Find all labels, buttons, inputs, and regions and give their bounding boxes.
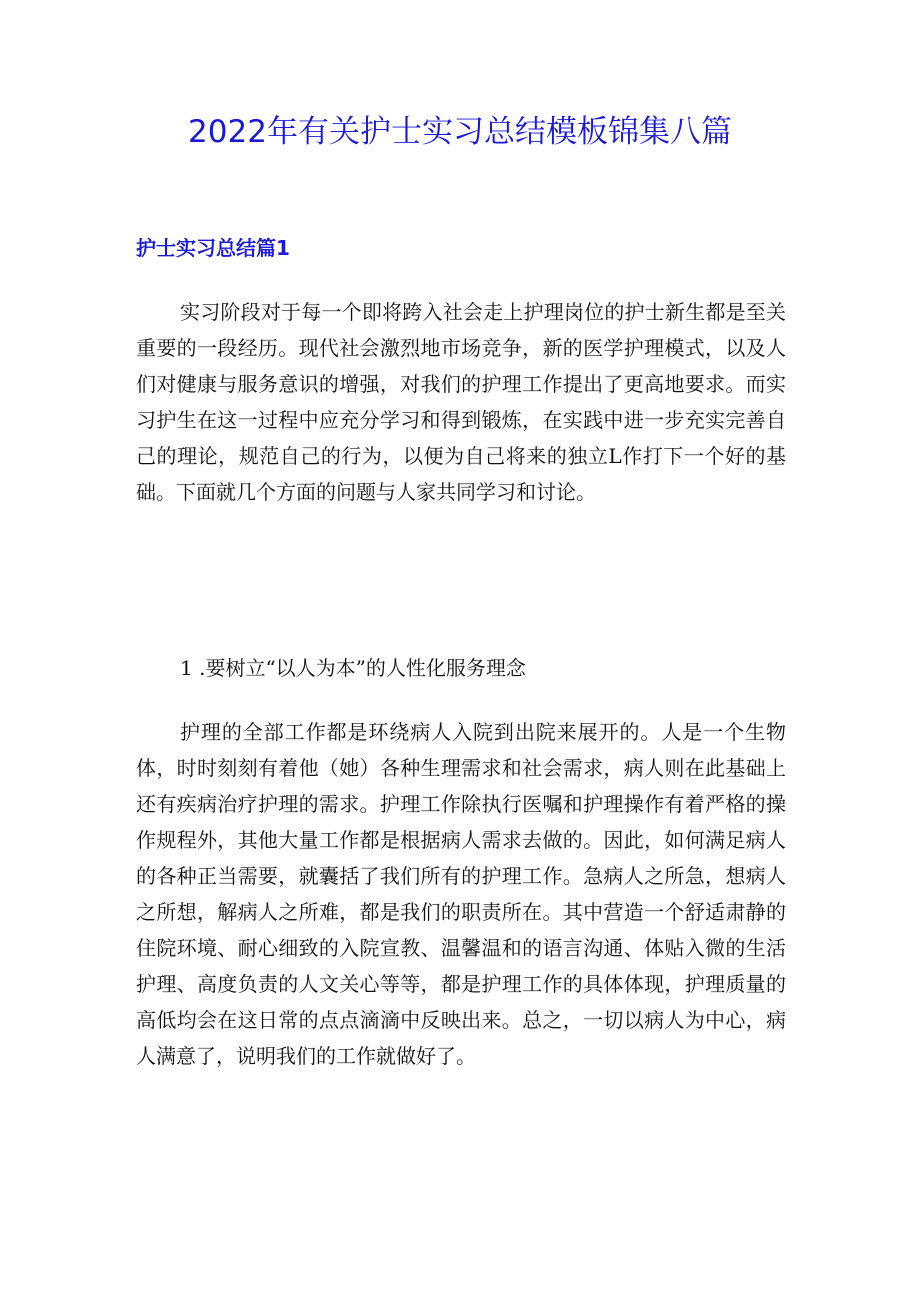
paragraph-body: 护理的全部工作都是环绕病人入院到出院来展开的。人是一个生物体，时时刻刻有着他（她）各种生理需求和社会需求，病人则在此基础上还有疾病治疗护理的需求。护理工作除执行医嘱和护理操作有着严格的操作规程外，其他大量工作都是根据病人需求去做的。因此，如何满足病人的各种正当需要，就囊括了我们所有的护理工作。急病人之所急，想病人之所想，解病人之所难，都是我们的职责所在。其中营造一个舒适肃静的住院环境、耐心细致的入院宣教、温馨温和的语言沟通、体贴入微的生活护理、高度负责的人文关心等等，都是护理工作的具体体现，护理质量的高低均会在这日常的点点滴滴中反映出来。总之，一切以病人为中心，病人满意了，说明我们的工作就做好了。	[136, 720, 786, 1068]
document-title: 2022年有关护士实习总结模板锦集八篇	[188, 114, 732, 150]
paragraph-subheading: 1 .要树立“以人为本”的人性化服务理念	[180, 656, 526, 680]
paragraph-intro: 实习阶段对于每一个即将跨入社会走上护理岗位的护士新生都是至关重要的一段经历。现代社会激烈地市场竞争，新的医学护理模式，以及人们对健康与服务意识的增强，对我们的护理工作提出了更高地要求。而实习护生在这一过程中应充分学习和得到锻炼，在实践中进一步充实完善自己的理论，规范自己的行为，以便为自己将来的独立L作打下一个好的基础。下面就几个方面的问题与人家共同学习和讨论。	[136, 300, 786, 504]
section-heading: 护士实习总结篇1	[136, 236, 290, 260]
